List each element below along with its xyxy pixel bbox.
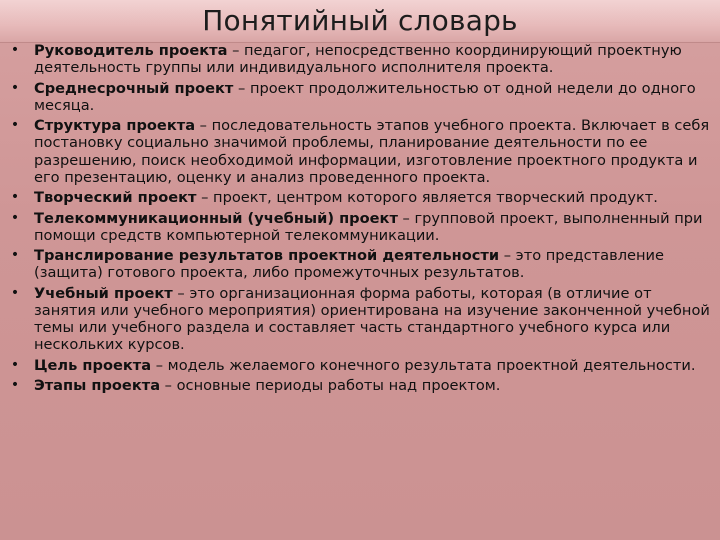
glossary-item <box>8 357 720 374</box>
glossary-definition: – основные периоды работы над проектом. <box>160 377 501 395</box>
bullet-icon: • <box>10 79 20 96</box>
glossary-term: Руководитель проекта <box>34 42 228 59</box>
bullet-icon: • <box>10 189 20 206</box>
glossary-definition: – это представление (защита) готового проекта, либо промежуточных результатов. <box>34 247 665 282</box>
glossary-item <box>8 189 720 206</box>
glossary-term: Творческий проект <box>34 189 197 207</box>
glossary-term: Структура проекта <box>34 117 196 135</box>
glossary-item <box>8 377 720 394</box>
glossary-item <box>8 80 720 114</box>
bullet-icon: • <box>10 377 20 394</box>
glossary-definition: – это организационная форма работы, которая (в отличие от занятия или учебного мероприятия) ориентирована на изучение законченной учебной темы или учебного раздела и составляет часть стандартного учебного курса или нескольких курсов. <box>34 284 710 354</box>
glossary-item <box>8 42 720 76</box>
glossary-item <box>8 117 720 186</box>
bullet-icon: • <box>10 117 20 134</box>
glossary-list <box>8 42 720 394</box>
glossary-definition: – педагог, непосредственно координирующий проектную деятельность группы или индивидуального исполнителя проекта. <box>34 42 682 77</box>
bullet-icon: • <box>10 42 20 58</box>
glossary-term: Транслирование результатов проектной деятельности <box>34 247 500 265</box>
bullet-icon: • <box>10 356 20 373</box>
glossary-term: Среднесрочный проект <box>34 79 234 97</box>
glossary-definition: – групповой проект, выполненный при помощи средств компьютерной телекоммуникации. <box>34 209 703 244</box>
slide-content <box>0 42 720 532</box>
glossary-definition: – модель желаемого конечного результата проектной деятельности. <box>151 356 696 374</box>
bullet-icon: • <box>10 247 20 264</box>
glossary-item <box>8 285 720 354</box>
glossary-definition: – проект продолжительностью от одной недели до одного месяца. <box>34 79 696 114</box>
bullet-icon: • <box>10 209 20 226</box>
glossary-term: Этапы проекта <box>34 377 161 395</box>
bullet-icon: • <box>10 284 20 301</box>
glossary-definition: – проект, центром которого является творческий продукт. <box>196 189 658 207</box>
glossary-definition: – последовательность этапов учебного проекта. Включает в себя постановку социально значимой проблемы, планирование деятельности по ее разрешению, поиск необходимой информации, изготовление проектного продукта и его презентацию, оценку и анализ проведенного проекта. <box>34 117 710 186</box>
glossary-item <box>8 210 720 244</box>
glossary-item <box>8 247 720 281</box>
glossary-term: Цель проекта <box>34 356 152 374</box>
glossary-term: Учебный проект <box>34 284 173 302</box>
slide-title: Понятийный словарь <box>202 4 518 37</box>
glossary-term: Телекоммуникационный (учебный) проект <box>34 209 398 227</box>
